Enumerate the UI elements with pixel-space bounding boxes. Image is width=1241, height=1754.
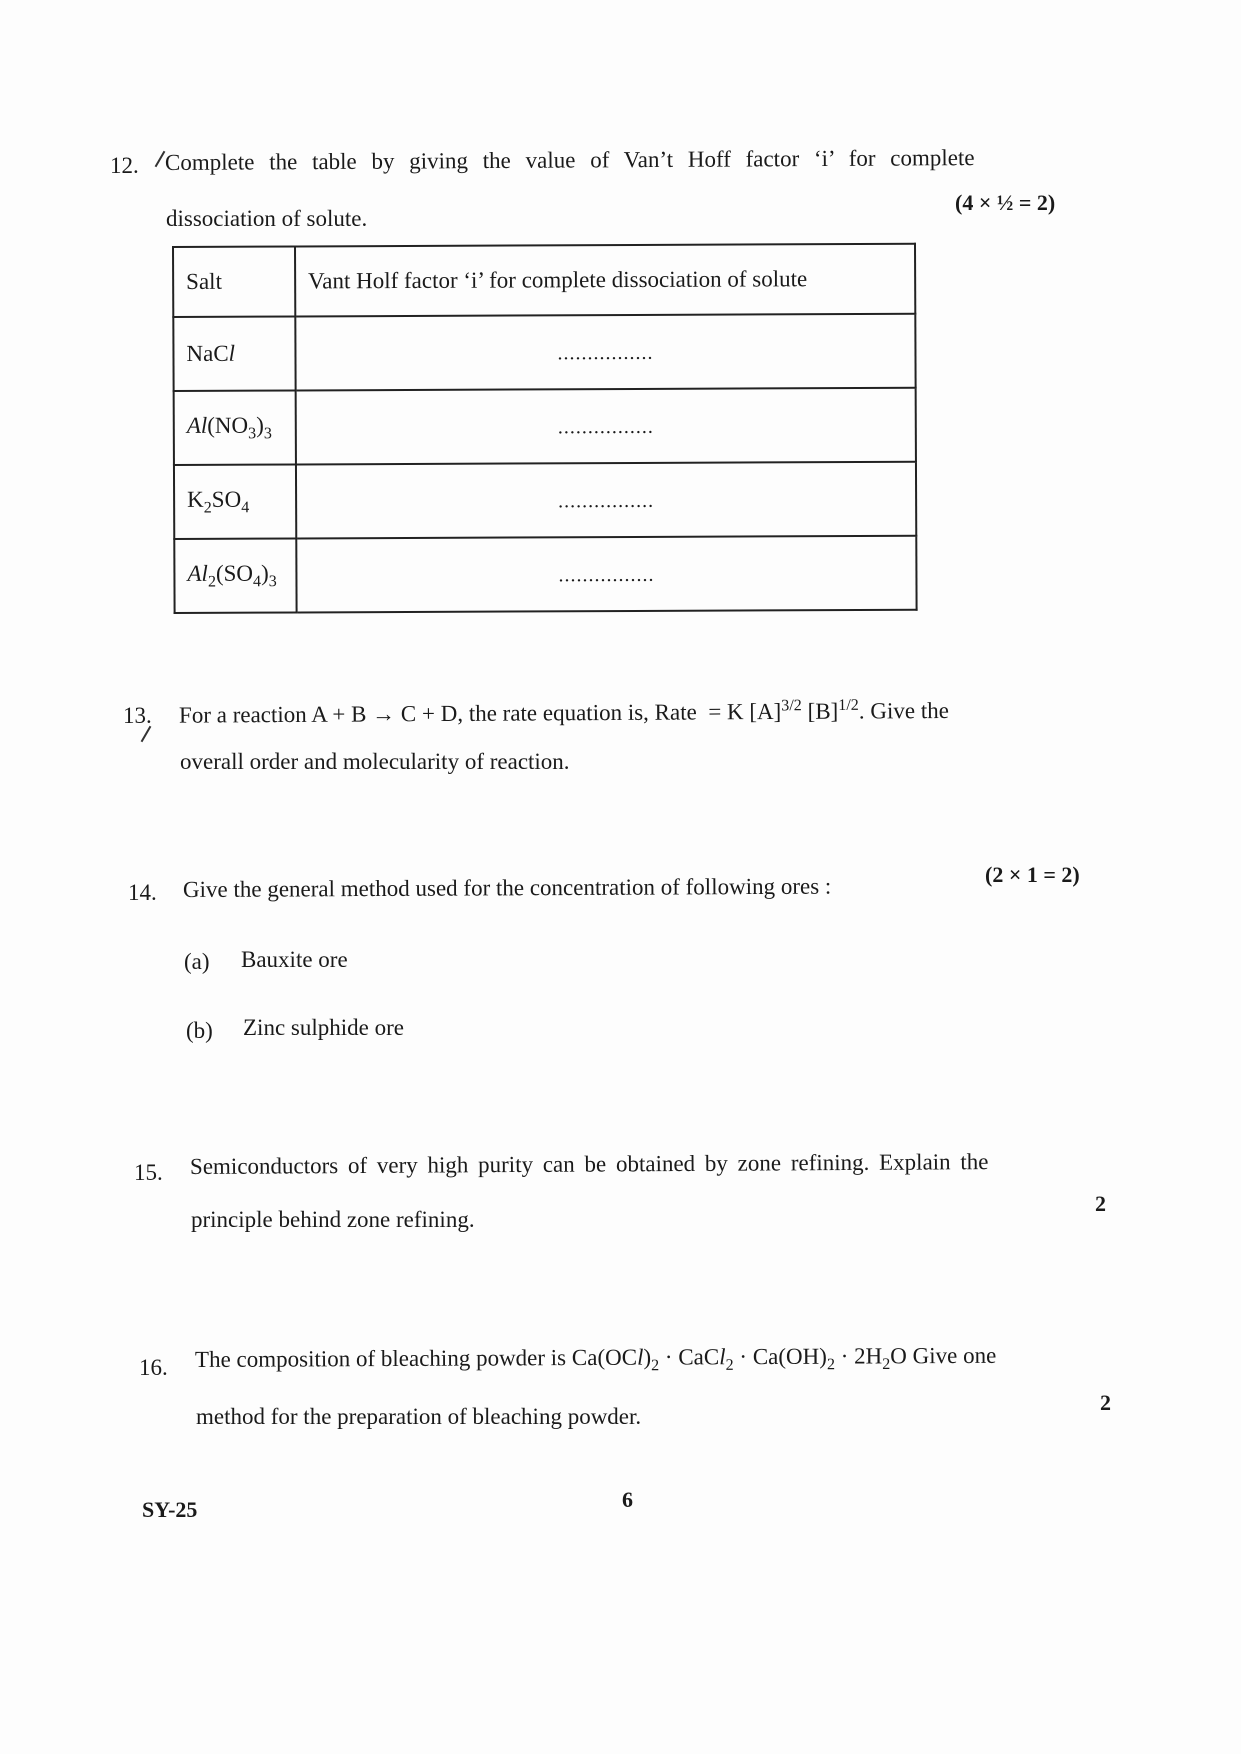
salt-al-no3-3: $Al(NO_3)_3$ [174,390,296,465]
q12-marks: (4 × ½ = 2) [955,190,1056,215]
table-header-salt: Salt [173,246,295,317]
value-field-nacl[interactable]: ................ [295,314,915,391]
paper-code: SY-25 [142,1497,198,1522]
q15-marks: 2 [1095,1191,1106,1216]
q14-marks: (2 × 1 = 2) [985,862,1080,887]
q16-text-line2: method for the preparation of bleaching powder. [196,1404,642,1429]
q14-text: Give the general method used for the concentration of following ores : [182,873,832,902]
q15-text-line2: principle behind zone refining. [191,1207,475,1232]
table-header-value: Vant Holf factor ‘i’ for complete dissociation of solute [295,244,915,317]
q15-text-line1: Semiconductors of very high purity can be obtained by zone refining. Explain the [189,1149,989,1179]
q12-number: 12. [110,153,139,178]
q14-number: 14. [128,880,157,905]
table-row [174,388,916,465]
q13-text-line2: overall order and molecularity of reaction. [180,749,570,774]
page-number: 6 [622,1487,633,1512]
table-header-row [173,244,915,317]
q14-item-a-text: Bauxite ore [241,947,348,972]
table-row [174,462,916,539]
q12-text-line1: Complete the table by giving the value of Van’t Hoff factor ‘i’ for complete [164,145,975,175]
value-field-al-no3-3[interactable]: ................ [296,388,916,465]
q14-item-a-label: (a) [184,949,210,974]
value-field-k2so4[interactable]: ................ [296,462,916,539]
q13-number: 13. [123,703,152,728]
q14-item-b-text: Zinc sulphide ore [243,1015,404,1040]
q12-text-line2: dissociation of solute. [166,206,368,231]
q16-text-line1: The composition of bleaching powder is $Ca(OCl)_2$ · CaCl$_2$ · $Ca(OH)_2 \cdot 2H_2O$ Give one [194,1342,997,1375]
value-field-al2-so4-3[interactable]: ................ [296,536,916,613]
vant-hoff-table [172,243,918,614]
table-row [174,536,916,613]
salt-nacl: NaCl [173,316,295,391]
salt-k2so4: $K_2SO_4$ [174,464,296,539]
check-mark-icon [155,151,166,168]
q13-text-line1: For a reaction A + B → C + D, the rate equation is, Rate = K $[A]^{3/2}$ $[B]^{1/2}$. Give the [178,696,950,728]
table-row [173,314,915,391]
q14-item-b-label: (b) [186,1018,213,1043]
q16-marks: 2 [1100,1390,1111,1415]
q15-number: 15. [134,1160,163,1185]
q16-number: 16. [139,1355,168,1380]
salt-al2-so4-3: $Al_2(SO_4)_3$ [174,538,296,613]
